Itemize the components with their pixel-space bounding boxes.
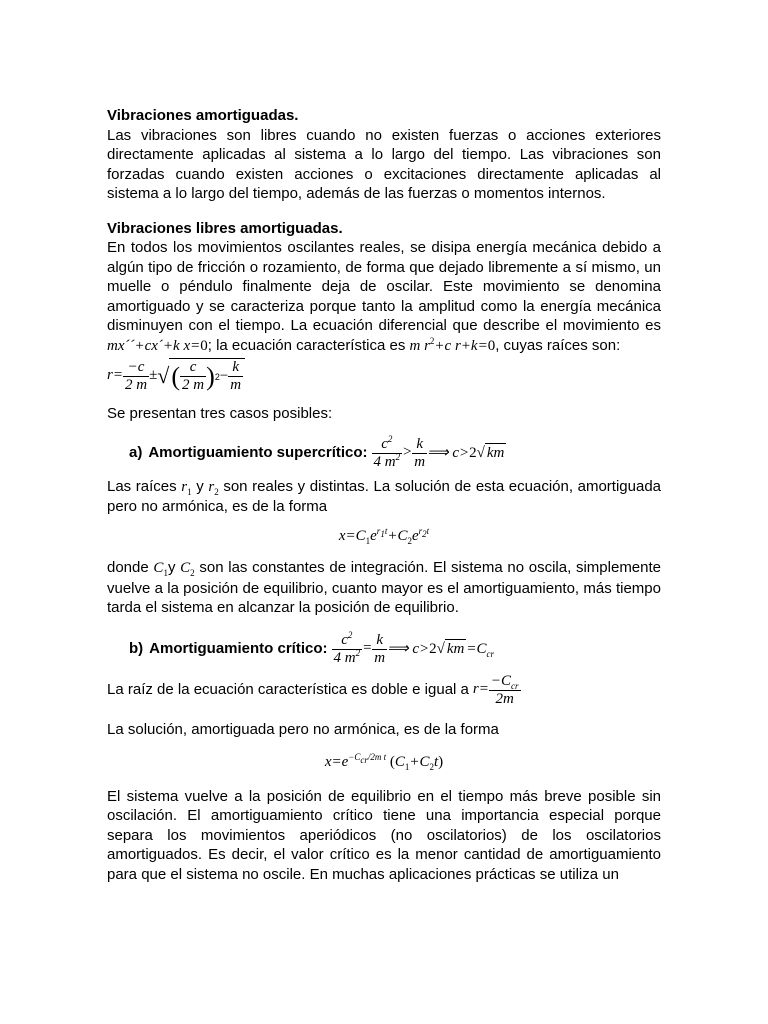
case-b-title: Amortiguamiento crítico: [149, 640, 328, 658]
paragraph-intro: Las vibraciones son libres cuando no existen fuerzas o acciones exteriores directamente aplicadas al sistema a lo largo del tiempo. Las vibraciones son forzadas cuando existen acciones o excitaciones directamente aplicadas al sistema a lo largo del tiempo, además de las fuerzas o momentos internos. [107, 126, 661, 202]
paragraph-three-cases: Se presentan tres casos posibles: [107, 405, 333, 422]
text: , cuyas raíces son: [495, 336, 621, 354]
case-a-title: Amortiguamiento supercrítico: [148, 444, 368, 462]
text: En todos los movimientos oscilantes reales, se disipa energía mecánica debido a algún tipo de fricción o rozamiento, de forma que dejado libremente a sí mismo, un muelle o péndulo finalmente deja de oscilar. Este movimiento se denomina amortiguado y se caracteriza porque tanto la amplitud como la energía mecánica disminuyen con el tiempo. La ecuación diferencial que describe el movimiento es [107, 239, 661, 334]
paragraph-case-a: Las raíces $r_1$ y $r_2$ son reales y distintas. La solución de esta ecuación, amortiguada pero no armónica, es de la forma [107, 477, 662, 515]
paragraph-critical-explanation: El sistema vuelve a la posición de equilibrio en el tiempo más breve posible sin oscilación. El amortiguamiento crítico tiene una importancia especial porque separa los movimientos aperiódicos (no oscilatorios) de los oscilatorios amortiguados. Es decir, el valor crítico es la menor cantidad de amortiguamiento para que el sistema no oscile. En muchas aplicaciones prácticas se utiliza un [107, 787, 661, 883]
document-body [107, 106, 661, 884]
text: ; la ecuación característica es [207, 336, 406, 354]
case-a: a) Amortiguamiento supercrítico: $\frac{c^2}{4 m^2}$ > $\frac{k}{m}$ ⟹ c>2√ km [129, 433, 505, 470]
heading-free-damped-vibrations: Vibraciones libres amortiguadas. [107, 219, 343, 237]
roots-formula: r= $\frac{-c}{2 m}$ ± √ ( $\frac{c}{2 m}$ ) 2 − $\frac{k}{m}$ [107, 358, 661, 394]
overdamped-solution: $x=C_1e^{r_1t}+C_2e^{r_2t}$ [338, 525, 430, 546]
heading-damped-vibrations: Vibraciones amortiguadas. [107, 107, 299, 124]
paragraph-free-damped [107, 238, 661, 356]
differential-equation: mx´´+cx´+k x=0 [107, 337, 208, 354]
paragraph-critical-solution: La solución, amortiguada pero no armónica, es de la forma [107, 720, 499, 738]
characteristic-equation: m $r^2+c$ r+k=0 [409, 335, 496, 354]
paragraph-double-root: La raíz de la ecuación característica es doble e igual a r= $\frac{-C_{cr}}{2m}$ [107, 672, 519, 707]
paragraph-constants: donde $C_1y$ $C_2$ son las constantes de integración. El sistema no oscila, simplemente vuelve a la posición de equilibrio, cuanto mayor es el amortiguamiento, más tiempo tarda el sistema en alcanzar la posición de equilibrio. [107, 559, 662, 616]
case-b: b) Amortiguamiento crítico: $\frac{c^2}{4 m^2}$ = $\frac{k}{m}$ ⟹ c>2√ km $=C_{cr}$ [129, 629, 495, 666]
critical-solution: $x=e^{-C_{cr}/2m t}$ $(C_1+C_2t)$ [324, 752, 444, 772]
